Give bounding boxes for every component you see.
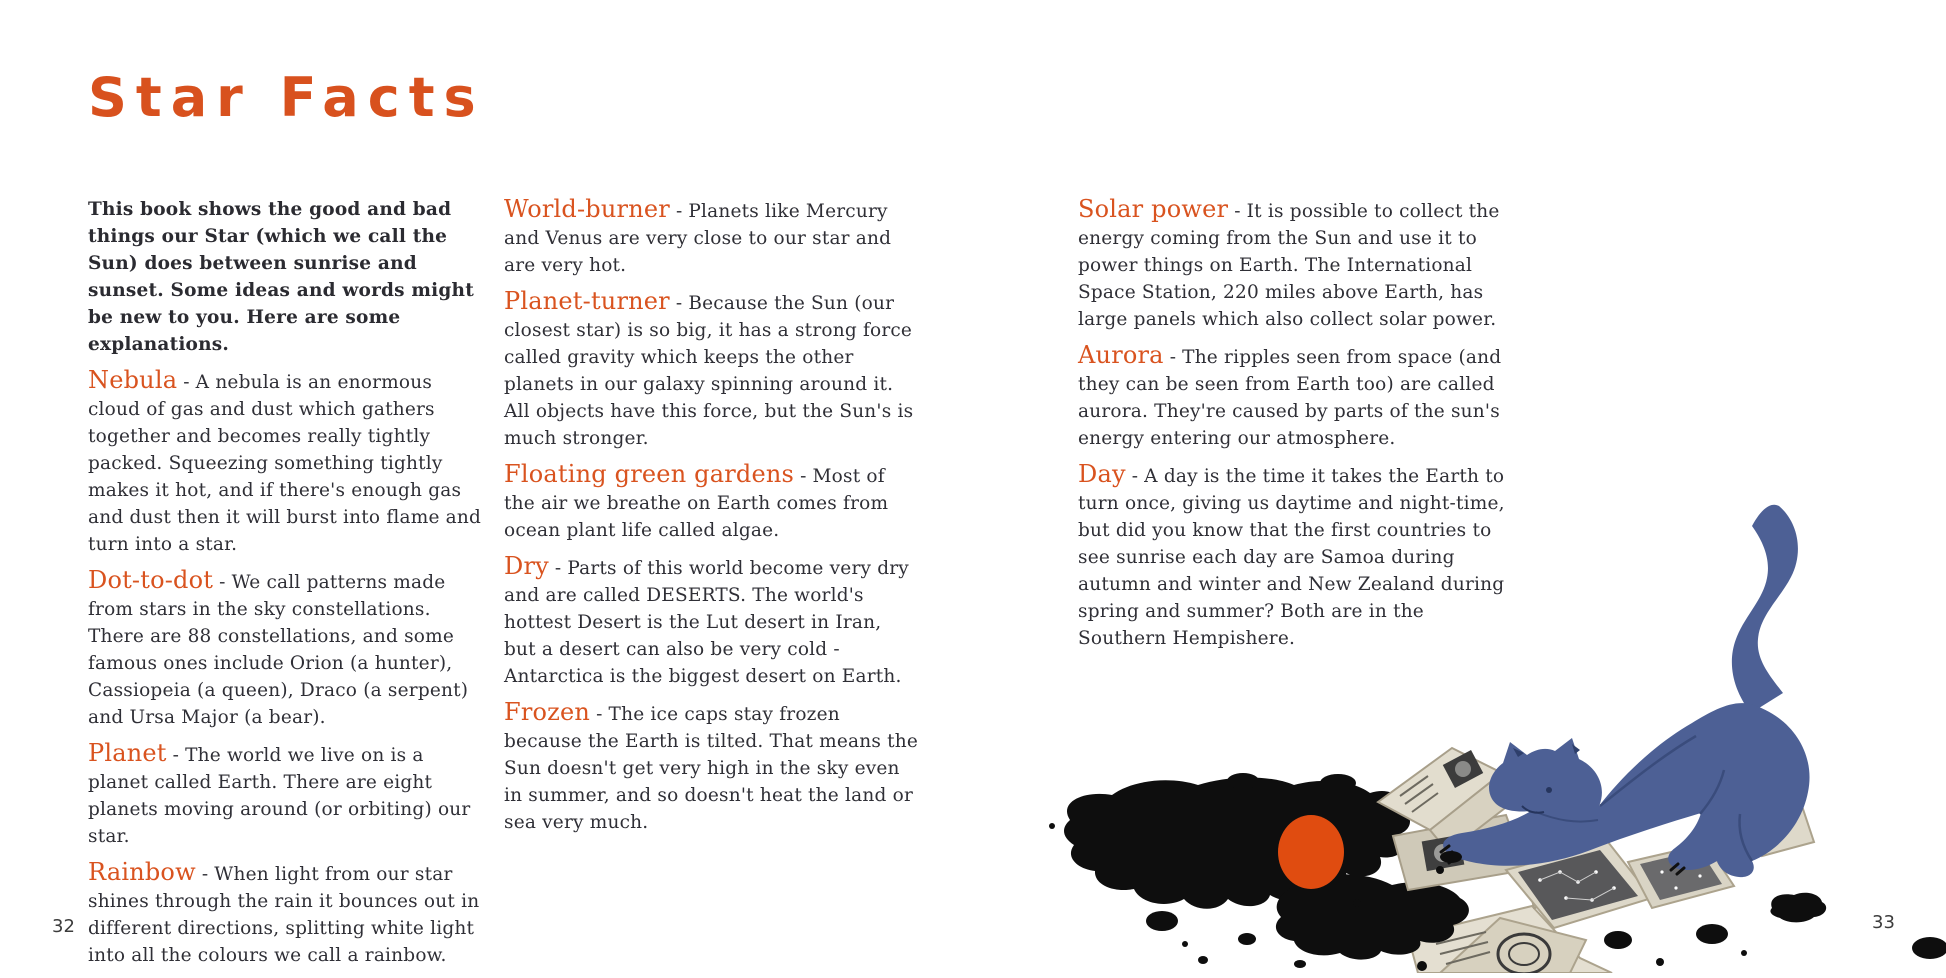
- fact-term: Dot-to-dot: [88, 566, 214, 594]
- fact-term: Frozen: [504, 698, 591, 726]
- dash-separator: -: [1131, 466, 1139, 487]
- fact-term: Floating green gardens: [504, 460, 795, 488]
- fact-entry-frozen: [504, 699, 919, 836]
- fact-text: Planets like Mercury and Venus are very close to our star and are very hot.: [504, 201, 892, 276]
- fact-text: The ice caps stay frozen because the Earth is tilted. That means the Sun doesn't get very high in the sky even in summer, and so doesn't heat the land or sea very much.: [504, 704, 919, 833]
- dash-separator: -: [596, 704, 603, 725]
- fact-entry-dot-to-dot: [88, 567, 488, 731]
- fact-term: Planet: [88, 739, 167, 767]
- page-number-right: 33: [1872, 912, 1895, 933]
- text-column-2: [504, 196, 919, 845]
- dash-separator: -: [675, 293, 683, 314]
- fact-text: A nebula is an enormous cloud of gas and dust which gathers together and becomes really tightly packed. Squeezing something tightly makes it hot, and if there's enough gas and dust then it will burst into flame and turn into a star.: [88, 372, 482, 555]
- fact-entry-floating-green-gardens: [504, 461, 919, 544]
- fact-term: Day: [1078, 460, 1126, 488]
- fact-term: Nebula: [88, 366, 178, 394]
- dash-separator: -: [1234, 201, 1241, 222]
- fact-text: The world we live on is a planet called Earth. There are eight planets moving around (or orbiting) our star.: [88, 745, 471, 847]
- dash-separator: -: [183, 372, 190, 393]
- dash-separator: -: [554, 558, 562, 579]
- sun-circle: [1278, 815, 1344, 889]
- fact-entry-planet-turner: [504, 288, 919, 452]
- fact-term: World-burner: [504, 195, 670, 223]
- fact-term: Planet-turner: [504, 287, 670, 315]
- fact-text: The ripples seen from space (and they can be seen from Earth too) are called aurora. They're caused by parts of the sun's energy entering our atmosphere.: [1078, 347, 1502, 449]
- fact-entry-rainbow: [88, 859, 488, 969]
- page-number-left: 32: [52, 916, 75, 937]
- intro-paragraph: This book shows the good and bad things our Star (which we call the Sun) does between sunrise and sunset. Some ideas and words might be new to you. Here are some explanations.: [88, 199, 474, 355]
- fact-entry-world-burner: [504, 196, 919, 279]
- fact-text: A day is the time it takes the Earth to turn once, giving us daytime and night-time, but did you know that the first countries to see sunrise each day are Samoa during autumn and winter and New Zealand during spring and summer? Both are in the Southern Hempishere.: [1078, 466, 1505, 649]
- fact-text: We call patterns made from stars in the sky constellations. There are 88 constellations, and some famous ones include Orion (a hunter), Cassiopeia (a queen), Draco (a serpent) and Ursa Major (a bear).: [88, 572, 469, 728]
- fact-entry-solar-power: [1078, 196, 1510, 333]
- text-column-1: [88, 196, 488, 978]
- fact-term: Aurora: [1078, 341, 1164, 369]
- fact-text: Parts of this world become very dry and are called DESERTS. The world's hottest Desert is the Lut desert in Iran, but a desert can also be very cold - Antarctica is the biggest desert on Earth.: [504, 558, 909, 687]
- dash-separator: -: [219, 572, 226, 593]
- dash-separator: -: [675, 201, 683, 222]
- fact-term: Solar power: [1078, 195, 1229, 223]
- fact-text: Because the Sun (our closest star) is so big, it has a strong force called gravity which keeps the other planets in our galaxy spinning around it. All objects have this force, but the Sun's is much stronger.: [504, 293, 914, 449]
- fact-term: Rainbow: [88, 858, 196, 886]
- fact-entry-dry: [504, 553, 919, 690]
- dash-separator: -: [172, 745, 180, 766]
- dash-separator: -: [1169, 347, 1177, 368]
- fact-text: When light from our star shines through the rain it bounces out in different directions, splitting white light into all the colours we call a rainbow.: [88, 864, 480, 966]
- fact-text: Most of the air we breathe on Earth comes from ocean plant life called algae.: [504, 466, 889, 541]
- fact-entry-nebula: [88, 367, 488, 558]
- fact-term: Dry: [504, 552, 549, 580]
- page-title: Star Facts: [88, 66, 485, 129]
- cat-ink-illustration: [1040, 430, 1946, 973]
- fact-text: It is possible to collect the energy coming from the Sun and use it to power things on Earth. The International Space Station, 220 miles above Earth, has large panels which also collect solar power.: [1078, 201, 1500, 330]
- dash-separator: -: [201, 864, 209, 885]
- fact-entry-planet: [88, 740, 488, 850]
- dash-separator: -: [800, 466, 807, 487]
